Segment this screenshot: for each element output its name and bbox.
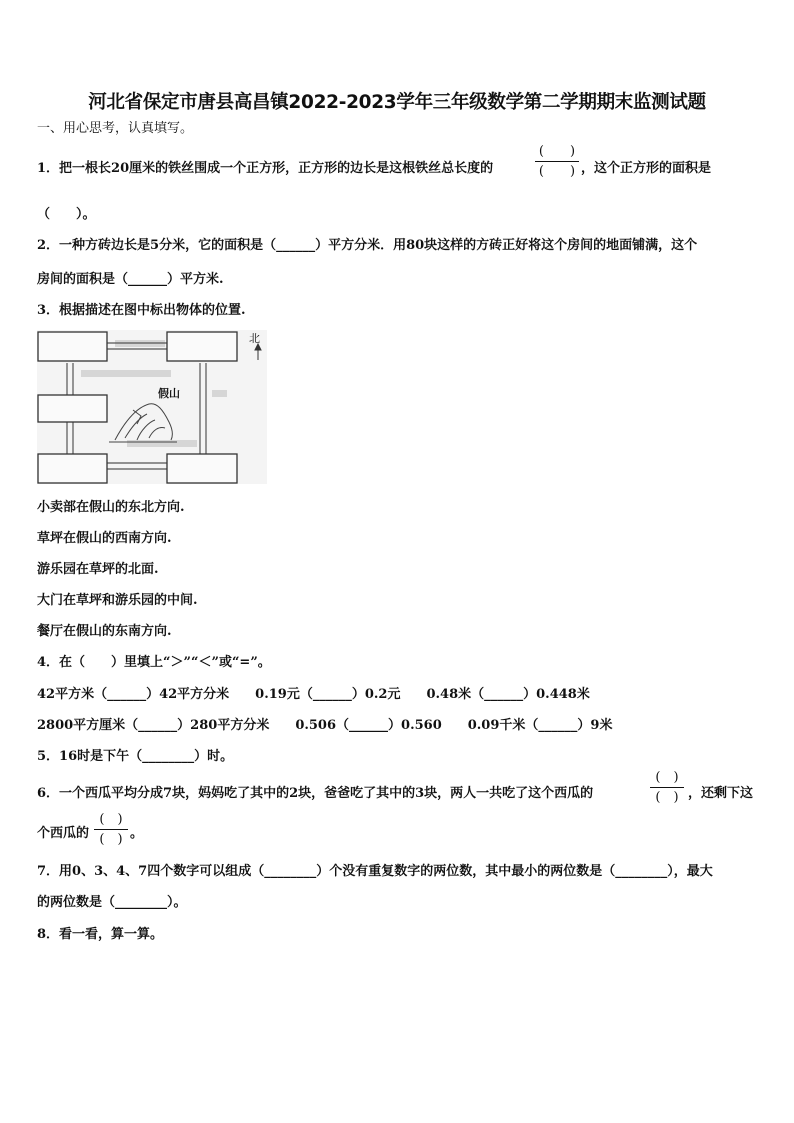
question-2-line-2: 房间的面积是（______）平方米.	[37, 272, 224, 287]
question-6-line-2-end: 。	[130, 826, 144, 841]
fraction-numerator: ( )	[99, 812, 123, 827]
statement-1: 小卖部在假山的东北方向.	[37, 500, 185, 515]
question-1-text-end: ，这个正方形的面积是	[581, 161, 712, 176]
fraction-denominator: ( )	[538, 164, 576, 179]
fraction-numerator: ( )	[655, 770, 679, 785]
fraction-numerator: ( )	[538, 144, 576, 159]
question-2-line-1: 2．一种方砖边长是5分米，它的面积是（______）平方分米．用80块这样的方砖正好将这个房间的地面铺满，这个	[37, 238, 698, 253]
question-4-row-1[interactable]: 42平方米（______）42平方分米 0.19元（______）0.2元 0.48米（______）0.448米	[37, 687, 590, 702]
question-4-row-2[interactable]: 2800平方厘米（______）280平方分米 0.506（______）0.560 0.09千米（______）9米	[37, 718, 613, 733]
park-map-svg	[37, 330, 267, 484]
section-heading: 一、用心思考，认真填写。	[37, 121, 194, 136]
question-8: 8．看一看，算一算。	[37, 927, 164, 942]
question-5[interactable]: 5．16时是下午（________）时。	[37, 749, 234, 764]
statement-3: 游乐园在草坪的北面.	[37, 562, 159, 577]
fraction-bar	[535, 161, 579, 162]
statement-5: 餐厅在假山的东南方向.	[37, 624, 172, 639]
fraction-denominator: ( )	[655, 790, 679, 805]
statement-4: 大门在草坪和游乐园的中间.	[37, 593, 198, 608]
question-1-blank[interactable]: （ ）。	[37, 207, 96, 222]
park-map-figure	[37, 330, 267, 484]
map-rockery-label: 假山	[158, 387, 180, 400]
question-7-line-2[interactable]: 的两位数是（________）。	[37, 895, 187, 910]
question-6-line-1-end: ，还剩下这	[688, 786, 754, 801]
question-1-text: 1．把一根长20厘米的铁丝围成一个正方形，正方形的边长是这根铁丝总长度的	[37, 161, 494, 176]
fraction-bar	[650, 787, 684, 788]
fraction-bar	[94, 829, 128, 830]
statement-2: 草坪在假山的西南方向.	[37, 531, 172, 546]
question-4-prompt: 4．在（ ）里填上“＞”“＜”或“=”。	[37, 655, 271, 670]
question-3-prompt: 3．根据描述在图中标出物体的位置.	[37, 303, 246, 318]
fraction-denominator: ( )	[99, 832, 123, 847]
question-6-line-1: 6．一个西瓜平均分成7块，妈妈吃了其中的2块，爸爸吃了其中的3块，两人一共吃了这个西瓜的	[37, 786, 594, 801]
question-6-line-2: 个西瓜的	[37, 826, 90, 841]
page-title: 河北省保定市唐县高昌镇2022-2023学年三年级数学第二学期期末监测试题	[88, 92, 706, 113]
map-north-label: 北	[249, 332, 260, 345]
question-7-line-1[interactable]: 7．用0、3、4、7四个数字可以组成（________）个没有重复数字的两位数，其中最小的两位数是（________），最大	[37, 864, 713, 879]
